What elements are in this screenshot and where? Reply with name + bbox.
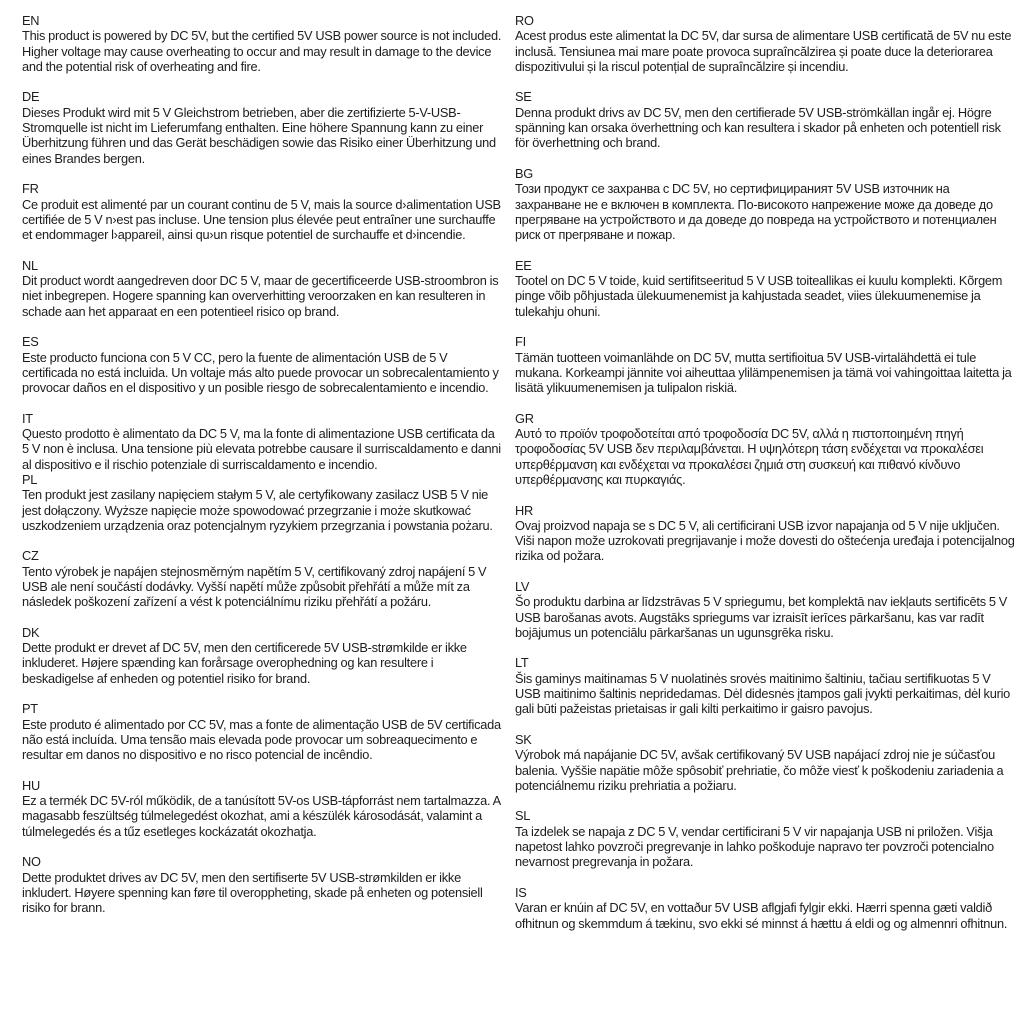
language-section	[22, 625, 504, 686]
warning-text: Dieses Produkt wird mit 5 V Gleichstrom betrieben, aber die zertifizierte 5-V-USB-Stromquelle ist nicht im Lieferumfang enthalten. Eine höhere Spannung kann zu einer Überhitzung führen und das Gerät beschädigen sowie das Risiko einer Überhitzung und eines Brandes bergen.	[22, 104, 496, 166]
language-section	[515, 808, 1016, 869]
warning-text: Αυτό το προϊόν τροφοδοτείται από τροφοδοσία DC 5V, αλλά η πιστοποιημένη πηγή τροφοδοσίας 5V USB δεν περιλαμβάνεται. Η υψηλότερη τάση ενδέχεται να προκαλέσει υπερθέρμανση και ενδέχεται να προκαλέσει ζημιά στη συσκευή και πιθανό κίνδυνο υπερθέρμανσης και πυρκαγιάς.	[515, 426, 984, 487]
language-code: SK	[515, 731, 532, 747]
warning-text: Acest produs este alimentat la DC 5V, dar sursa de alimentare USB certificată de 5V nu este inclusă. Tensiunea mai mare poate provoca supraîncălzirea și poate duce la deteriorarea dispozitivului și la riscul potențial de supraîncălzire și incendiu.	[515, 28, 1012, 74]
language-code: PL	[22, 471, 38, 487]
language-section	[22, 13, 504, 74]
language-section	[22, 89, 504, 165]
warning-text: Šo produktu darbina ar līdzstrāvas 5 V spriegumu, bet komplektā nav iekļauts sertificēts 5 V USB barošanas avots. Augstāks spriegums var izraisīt ierīces pārkaršanu, kas var radīt bojājumus un potenciālu pārkaršanas un ugunsgrēka risku.	[515, 594, 1008, 640]
language-section	[22, 334, 504, 395]
warning-text: Ez a termék DC 5V-ról működik, de a tanúsított 5V-os USB-tápforrást nem tartalmazza. A magasabb feszültség túlmelegedést okozhat, ami a készülék károsodását, valamint a túlmelegedés és a tűz esetleges kockázatát okozhatja.	[22, 793, 501, 839]
language-section	[515, 579, 1016, 640]
language-code: FR	[22, 181, 39, 197]
language-section	[22, 181, 504, 242]
warning-text: Výrobok má napájanie DC 5V, avšak certifikovaný 5V USB napájací zdroj nie je súčasťou balenia. Vyššie napätie môže spôsobiť prehriatie, čo môže viesť k poškodeniu zariadenia a potenciálnemu riziku prehriatia a požiaru.	[515, 747, 1004, 793]
warning-text: Ten produkt jest zasilany napięciem stałym 5 V, ale certyfikowany zasilacz USB 5 V nie jest dołączony. Wyższe napięcie może spowodować przegrzanie i może skutkować uszkodzeniem urządzenia oraz potencjalnym ryzykiem przegrzania i powstania pożaru.	[22, 487, 493, 533]
warning-text: Ce produit est alimenté par un courant continu de 5 V, mais la source d›alimentation USB certifiée de 5 V n›est pas incluse. Une tension plus élevée peut entraîner une surchauffe et endommager l›appareil, ainsi qu›un risque potentiel de surchauffe et d›incendie.	[22, 196, 501, 243]
language-section	[515, 13, 1016, 74]
language-section	[515, 166, 1016, 242]
language-section	[515, 732, 1016, 793]
language-code: NO	[22, 854, 41, 870]
language-code: EN	[22, 13, 40, 28]
language-code: SE	[515, 89, 532, 105]
language-code: RO	[515, 13, 534, 28]
language-code: FI	[515, 334, 526, 350]
warning-text: Dette produktet drives av DC 5V, men den sertifiserte 5V USB-strømkilden er ikke inkludert. Høyere spenning kan føre til overoppheting, skade på enheten og potensiell risiko for brann.	[22, 869, 483, 916]
column-right	[509, 13, 1024, 946]
warning-text: Šis gaminys maitinamas 5 V nuolatinės srovės maitinimo šaltiniu, tačiau sertifikuotas 5 V USB maitinimo šaltinis nepridedamas. Dėl didesnės įtampos gali įvykti perkaitimas, dėl kurio gali būti pažeistas prietaisas ir gali kilti perkaitimo ir gaisro pavojus.	[515, 670, 1011, 717]
language-section	[22, 701, 504, 762]
language-code: GR	[515, 410, 534, 426]
warning-text: This product is powered by DC 5V, but the certified 5V USB power source is not included. Higher voltage may cause overheating to occur and may result in damage to the device and the potential risk of overheating and fire.	[22, 28, 502, 74]
language-section	[22, 778, 504, 839]
warning-text: Tootel on DC 5 V toide, kuid sertifitseeritud 5 V USB toiteallikas ei kuulu komplekti. Kõrgem pinge võib põhjustada ülekuumenemist ja kahjustada seadet, viies ülekuumenemise ja tulekahju ohuni.	[515, 273, 1003, 319]
language-section	[515, 89, 1016, 150]
language-code: CZ	[22, 548, 39, 564]
warning-text: Denna produkt drivs av DC 5V, men den certifierade 5V USB-strömkällan ingår ej. Högre spänning kan orsaka överhettning och kan resultera i skador på enheten och potentiell risk för överhettning och brand.	[515, 104, 1001, 151]
warning-text: Este produto é alimentado por CC 5V, mas a fonte de alimentação USB de 5V certificada não está incluída. Uma tensão mais elevada pode provocar um sobreaquecimento e resultar em danos no dispositivo e no risco potencial de incêndio.	[22, 716, 501, 763]
warning-text: Este producto funciona con 5 V CC, pero la fuente de alimentación USB de 5 V certificada no está incluida. Un voltaje más alto puede provocar un sobrecalentamiento y provocar daños en el dispositivo y un posible riesgo de sobrecalentamiento e incendio.	[22, 349, 499, 396]
language-section	[515, 258, 1016, 319]
language-section	[22, 258, 504, 319]
warning-text: Tämän tuotteen voimanlähde on DC 5V, mutta sertifioitua 5V USB-virtalähdettä ei tule mukana. Korkeampi jännite voi aiheuttaa ylilämpenemisen ja tämä voi vahingoittaa laitetta ja lisätä ylikuumenemisen ja tulipalon riskiä.	[515, 349, 1012, 396]
warning-text: Tento výrobek je napájen stejnosměrným napětím 5 V, certifikovaný zdroj napájení 5 V USB ale není součástí dodávky. Vyšší napětí může způsobit přehřátí a může mít za následek poškození zařízení a vést k potenciálnímu riziku přehřátí a požáru.	[22, 563, 487, 610]
language-code: HU	[22, 777, 40, 793]
language-section	[22, 854, 504, 915]
warning-text: Dit product wordt aangedreven door DC 5 V, maar de gecertificeerde USB-stroombron is niet inbegrepen. Hogere spanning kan oververhitting veroorzaken en kan resulteren in schade aan het apparaat en een potentieel risico op brand.	[22, 273, 499, 319]
language-code: LT	[515, 655, 529, 671]
language-section	[515, 334, 1016, 395]
language-code: HR	[515, 502, 533, 518]
language-code: PT	[22, 701, 38, 717]
warning-text: Varan er knúin af DC 5V, en vottaður 5V USB aflgjafi fylgir ekki. Hærri spenna gæti valdið ofhitnun og skemmdum á tækinu, svo ekki sé minnst á hættu á eldi og og almennri ofhitnun.	[515, 900, 1008, 931]
language-code: EE	[515, 257, 532, 273]
language-section	[515, 655, 1016, 716]
language-code: LV	[515, 578, 530, 594]
language-section	[22, 472, 504, 533]
warning-text: Questo prodotto è alimentato da DC 5 V, ma la fonte di alimentazione USB certificata da 5 V non è inclusa. Una tensione più elevata potrebbe causare il surriscaldamento e danni al dispositivo e il rischio potenziale di surriscaldamento e incendio.	[22, 426, 501, 472]
language-section	[515, 411, 1016, 487]
language-code: DE	[22, 89, 40, 105]
warning-text: Dette produkt er drevet af DC 5V, men den certificerede 5V USB-strømkilde er ikke inkluderet. Højere spænding kan forårsage overophedning og kan resultere i beskadigelse af enheden og potentiel risiko for brand.	[22, 640, 467, 686]
language-code: ES	[22, 334, 39, 350]
language-section	[22, 411, 504, 472]
column-left	[0, 13, 509, 931]
language-code: SL	[515, 808, 531, 824]
language-code: IS	[515, 884, 527, 900]
warning-text: Този продукт се захранва с DC 5V, но сертифицираният 5V USB източник на захранване не е включен в комплекта. По-високото напрежение може да доведе до прегряване на устройството и да доведе до повреда на устройството и потенциален риск от прегряване и пожар.	[515, 181, 997, 243]
warning-text: Ta izdelek se napaja z DC 5 V, vendar certificirani 5 V vir napajanja USB ni priložen. Višja napetost lahko povzroči pregrevanje in lahko poškoduje napravo ter povzroči potencialno nevarnost pregrevanja in požara.	[515, 823, 994, 870]
language-code: IT	[22, 410, 33, 426]
language-code: NL	[22, 257, 38, 273]
warning-text: Ovaj proizvod napaja se s DC 5 V, ali certificirani USB izvor napajanja od 5 V nije uključen. Viši napon može uzrokovati pregrijavanje i može dovesti do oštećenja uređaja i potencijalnog rizika od požara.	[515, 517, 1015, 564]
language-section	[22, 548, 504, 609]
language-section	[515, 503, 1016, 564]
language-section	[515, 885, 1016, 931]
language-code: BG	[515, 165, 533, 181]
language-code: DK	[22, 624, 40, 640]
